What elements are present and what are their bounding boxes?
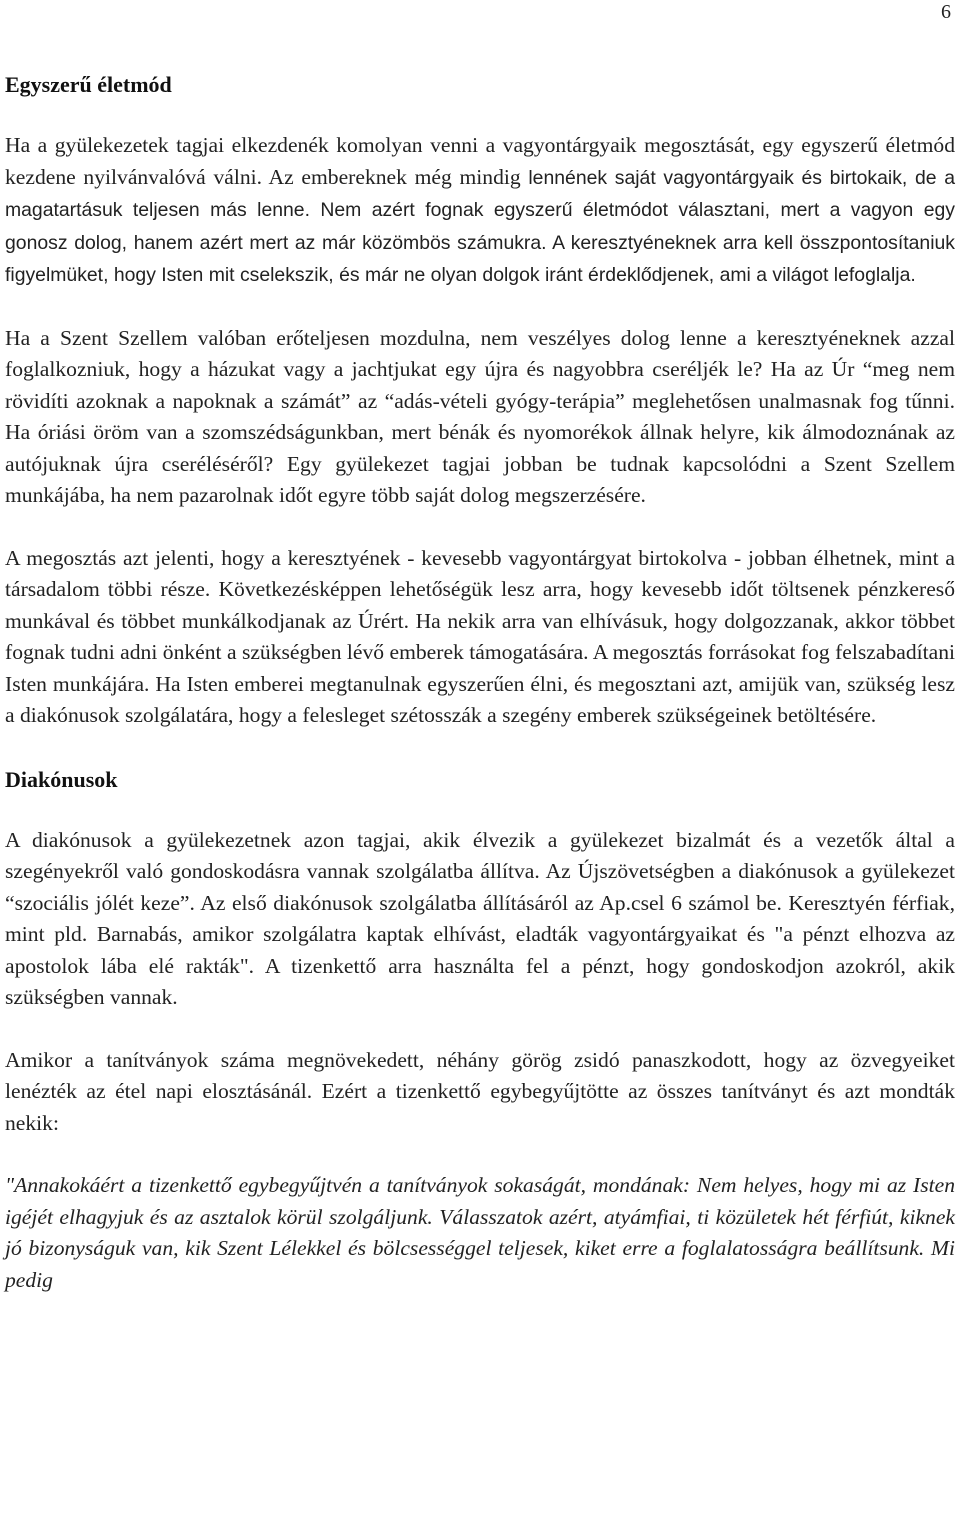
paragraph [5, 1045, 955, 1140]
paragraph-text: A megosztás azt jelenti, hogy a keresztyének - kevesebb vagyontárgyat birtokolva - jobban élhetnek, mint a társadalom többi része. Következésképpen lehetőségük lesz arra, hogy kevesebb időt töltsenek pénzkereső munkával és többet munkálkodjanak az Úrért. Ha nekik arra van elhívásuk, hogy dolgozzanak, akkor többet fognak tudni adni önként a szükségben lévő emberek támogatására. A megosztás forrásokat fog felszabadítani Isten munkájára. Ha Isten emberei megtanulnak egyszerűen élni, és megosztani azt, amijük van, szükség lesz a diakónusok szolgálatára, hogy a felesleget szétosszák a szegény emberek szükségeinek betöltésére. [5, 545, 955, 727]
paragraph-text: Ha a gyülekezetek tagjai elkezdenék komolyan venni a vagyontárgyaik megosztását, egy egyszerű életmód kezdene nyilvánvalóvá válni. Az embereknek még mindig [5, 133, 955, 189]
paragraph [5, 130, 955, 292]
paragraph [5, 323, 955, 512]
page-number: 6 [941, 1, 951, 23]
paragraph-text-sans: lennének saját vagyontárgyaik és birtokaik, de a magatartásuk teljesen más lenne. Nem azért fognak egyszerű életmódot választani, mert a vagyon egy gonosz dolog, hanem azért mert az már közömbös számukra. A keresztyéneknek arra kell összpontosítaniuk figyelmüket, hogy Isten mit cselekszik, és már ne olyan dolgok iránt érdeklődjenek, ami a világot lefoglalja. [5, 166, 955, 286]
paragraph [5, 825, 955, 1014]
paragraph-text: Amikor a tanítványok száma megnövekedett, néhány görög zsidó panaszkodott, hogy az özvegyeiket lenézték az étel napi elosztásánál. Ezért a tizenkettő egybegyűjtötte az összes tanítványt és azt mondták nekik: [5, 1047, 955, 1135]
section-heading-diakonusok: Diakónusok [5, 766, 118, 792]
section-heading-egyszeru-eletmod: Egyszerű életmód [5, 72, 172, 97]
document-body [5, 69, 955, 1296]
scripture-quote: "Annakokáért a tizenkettő egybegyűjtvén a tanítványok sokaságát, mondának: Nem helyes, hogy mi az Isten igéjét elhagyjuk és az asztalok körül szolgáljunk. Válasszatok azért, atyámfiai, ti közületek hét férfiút, kiknek jó bizonyságuk van, kik Szent Lélekkel és bölcsességgel teljesek, kiket erre a foglalatosságra beállítsunk. Mi pedig [5, 1173, 955, 1292]
paragraph [5, 543, 955, 732]
paragraph-text: A diakónusok a gyülekezetnek azon tagjai, akik élvezik a gyülekezet bizalmát és a vezetők által a szegényekről való gondoskodásra vannak szolgálatba állítva. Az Újszövetségben a diakónusok a gyülekezet “szociális jólét keze”. Az első diakónusok szolgálatba állításáról az Ap.csel 6 számol be. Keresztyén férfiak, mint pld. Barnabás, amikor szolgálatra kaptak elhívást, eladták vagyontárgyaikat és "a pénzt elhozva az apostolok lába elé rakták". A tizenkettő arra használta fel a pénzt, hogy gondoskodjon azokról, akik szükségben vannak. [5, 827, 955, 1009]
paragraph-text: Ha a Szent Szellem valóban erőteljesen mozdulna, nem veszélyes dolog lenne a keresztyéneknek azzal foglalkozniuk, hogy a házukat vagy a jachtjukat egy újra és nagyobbra cseréljék le? Ha az Úr “meg nem rövidíti azoknak a napoknak a számát” az “adás-vételi gyógy-terápia” meglehetősen unalmasnak fog tűnni. Ha óriási öröm van a szomszédságunkban, mert bénák és nyomorékok állnak helyre, kik álmodoznának az autójuknak újra cseréléséről? Egy gyülekezet tagjai jobban be tudnak kapcsolódni a Szent Szellem munkájába, ha nem pazarolnak időt egyre több saját dolog megszerzésére. [5, 325, 955, 507]
